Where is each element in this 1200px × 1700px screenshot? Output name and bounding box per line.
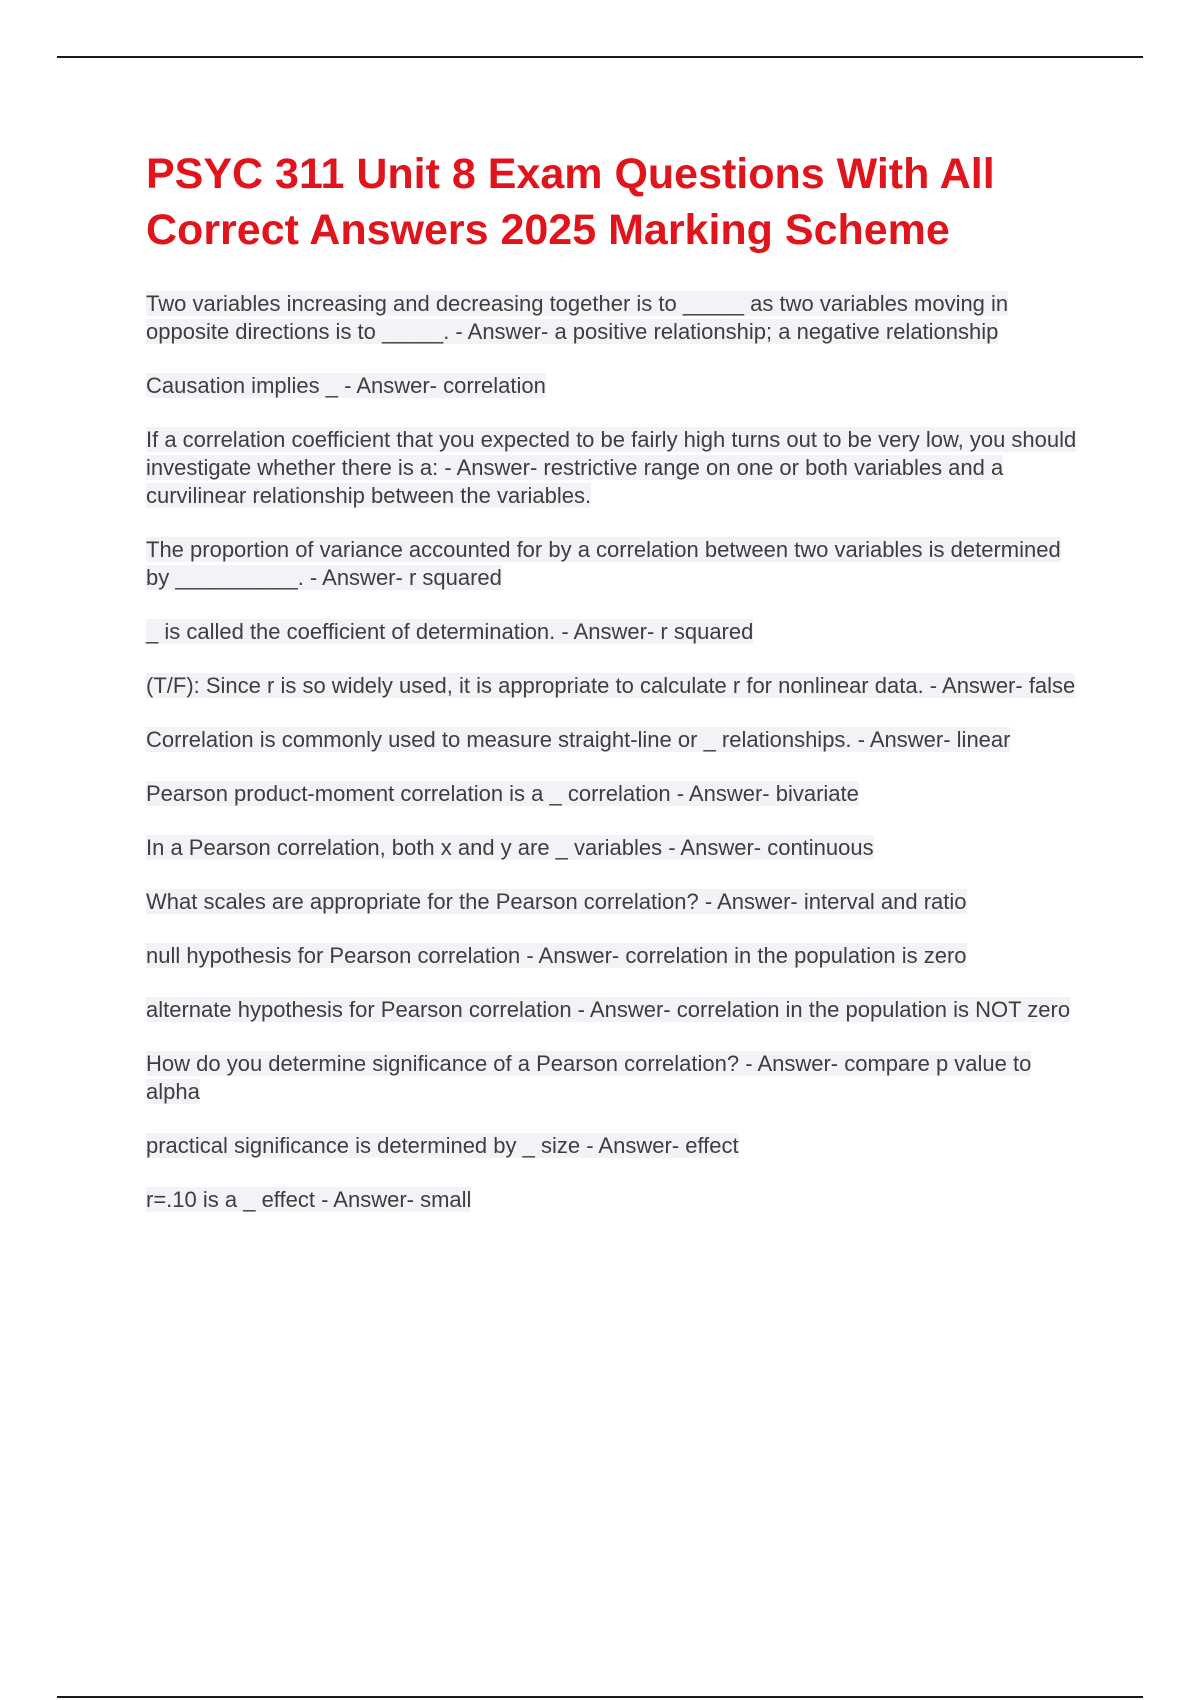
qa-item [146, 618, 1086, 646]
qa-text: How do you determine significance of a Pearson correlation? - Answer- compare p value to alpha [146, 1051, 1032, 1104]
qa-text: Correlation is commonly used to measure straight-line or _ relationships. - Answer- linear [146, 727, 1011, 752]
qa-item [146, 726, 1086, 754]
qa-text: (T/F): Since r is so widely used, it is appropriate to calculate r for nonlinear data. - Answer- false [146, 673, 1076, 698]
qa-text: Causation implies _ - Answer- correlation [146, 373, 546, 398]
qa-item [146, 426, 1086, 510]
bottom-rule [57, 1696, 1143, 1698]
page-content [146, 146, 1086, 1240]
question-answer-list [146, 290, 1086, 1214]
qa-text: The proportion of variance accounted for by a correlation between two variables is determined by __________. - Answer- r squared [146, 537, 1061, 590]
qa-text: Two variables increasing and decreasing together is to _____ as two variables moving in opposite directions is to _____. - Answer- a positive relationship; a negative relationship [146, 291, 1009, 344]
qa-item [146, 372, 1086, 400]
qa-text: Pearson product-moment correlation is a _ correlation - Answer- bivariate [146, 781, 859, 806]
qa-item [146, 942, 1086, 970]
qa-text: practical significance is determined by _ size - Answer- effect [146, 1133, 739, 1158]
qa-text: If a correlation coefficient that you expected to be fairly high turns out to be very low, you should investigate whether there is a: - Answer- restrictive range on one or both variables and a curvilinear relationship between the variables. [146, 427, 1077, 508]
qa-item [146, 780, 1086, 808]
qa-item [146, 1186, 1086, 1214]
qa-item [146, 536, 1086, 592]
qa-text: null hypothesis for Pearson correlation - Answer- correlation in the population is zero [146, 943, 967, 968]
qa-item [146, 996, 1086, 1024]
qa-text: _ is called the coefficient of determination. - Answer- r squared [146, 619, 754, 644]
qa-text: In a Pearson correlation, both x and y are _ variables - Answer- continuous [146, 835, 874, 860]
document-title: PSYC 311 Unit 8 Exam Questions With All Correct Answers 2025 Marking Scheme [146, 150, 995, 254]
qa-text: r=.10 is a _ effect - Answer- small [146, 1187, 472, 1212]
top-rule [57, 56, 1143, 58]
qa-item [146, 290, 1086, 346]
qa-text: What scales are appropriate for the Pearson correlation? - Answer- interval and ratio [146, 889, 967, 914]
qa-item [146, 888, 1086, 916]
qa-item [146, 1132, 1086, 1160]
qa-text: alternate hypothesis for Pearson correlation - Answer- correlation in the population is NOT zero [146, 997, 1071, 1022]
qa-item [146, 672, 1086, 700]
qa-item [146, 1050, 1086, 1106]
qa-item [146, 834, 1086, 862]
